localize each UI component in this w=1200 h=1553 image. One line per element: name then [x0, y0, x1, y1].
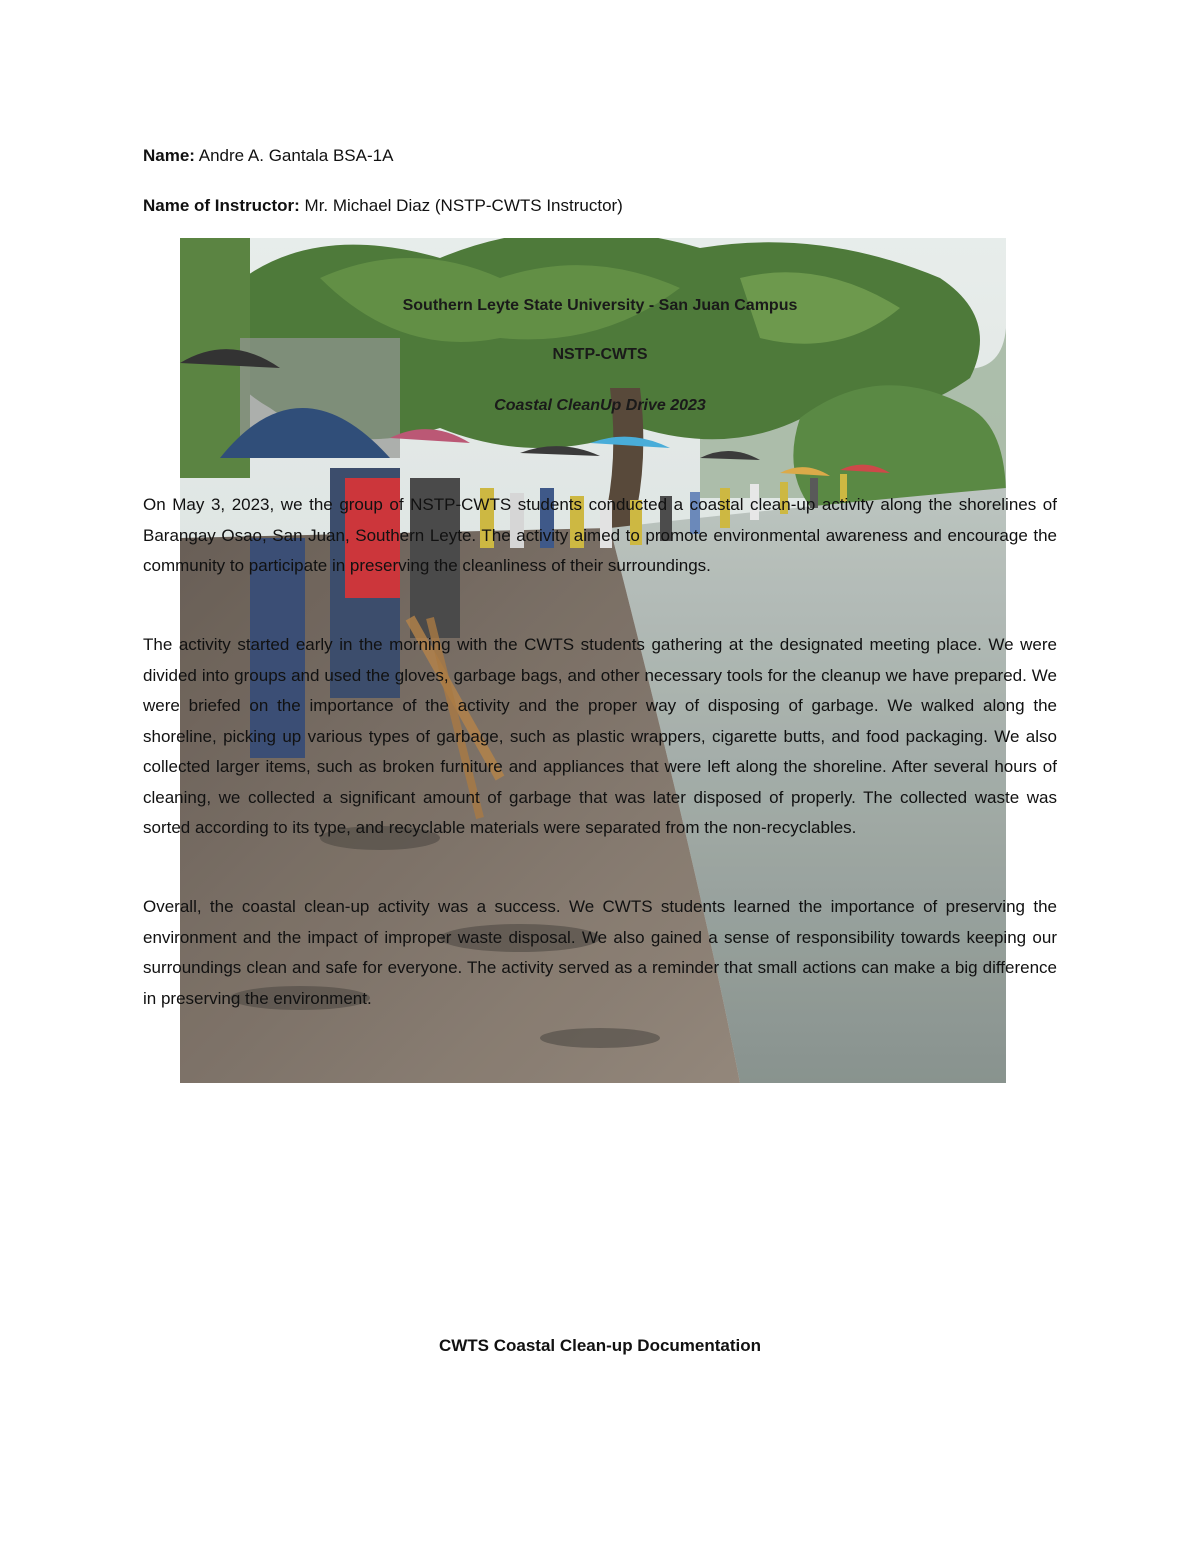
instructor-name-line — [143, 195, 623, 217]
student-name-line — [143, 145, 393, 167]
paragraph-intro: On May 3, 2023, we the group of NSTP-CWTS students conducted a coastal clean-up activity along the shorelines of Barangay Osao, San Juan, Southern Leyte. The activity aimed to promote environmental awareness and encourage the community to participate in preserving the cleanliness of their surroundings. — [143, 495, 1057, 575]
heading-program: NSTP-CWTS — [552, 346, 648, 363]
document-caption: CWTS Coastal Clean-up Documentation — [438, 1336, 762, 1355]
heading-university: Southern Leyte State University - San Juan Campus — [402, 297, 798, 314]
paragraph-conclusion: Overall, the coastal clean-up activity was a success. We CWTS students learned the importance of preserving the environment and the impact of improper waste disposal. We also gained a sense of responsibility towards keeping our surroundings clean and safe for everyone. The activity served as a reminder that small actions can make a big difference in preserving the environment. — [143, 897, 1057, 1008]
paragraph-activity: The activity started early in the morning with the CWTS students gathering at the designated meeting place. We were divided into groups and used the gloves, garbage bags, and other necessary tools for the cleanup we have prepared. We were briefed on the importance of the activity and the proper way of disposing of garbage. We walked along the shoreline, picking up various types of garbage, such as plastic wrappers, cigarette butts, and food packaging. We also collected larger items, such as broken furniture and appliances that were left along the shoreline. After several hours of cleaning, we collected a significant amount of garbage that was later disposed of properly. The collected waste was sorted according to its type, and recyclable materials were separated from the non-recyclables. — [143, 635, 1057, 837]
instructor-name-value: Mr. Michael Diaz (NSTP-CWTS Instructor) — [304, 196, 623, 215]
instructor-name-label: Name of Instructor: — [143, 196, 300, 215]
student-name-label: Name: — [143, 146, 195, 165]
student-name-value: Andre A. Gantala BSA-1A — [198, 146, 394, 165]
heading-event: Coastal CleanUp Drive 2023 — [494, 397, 706, 414]
